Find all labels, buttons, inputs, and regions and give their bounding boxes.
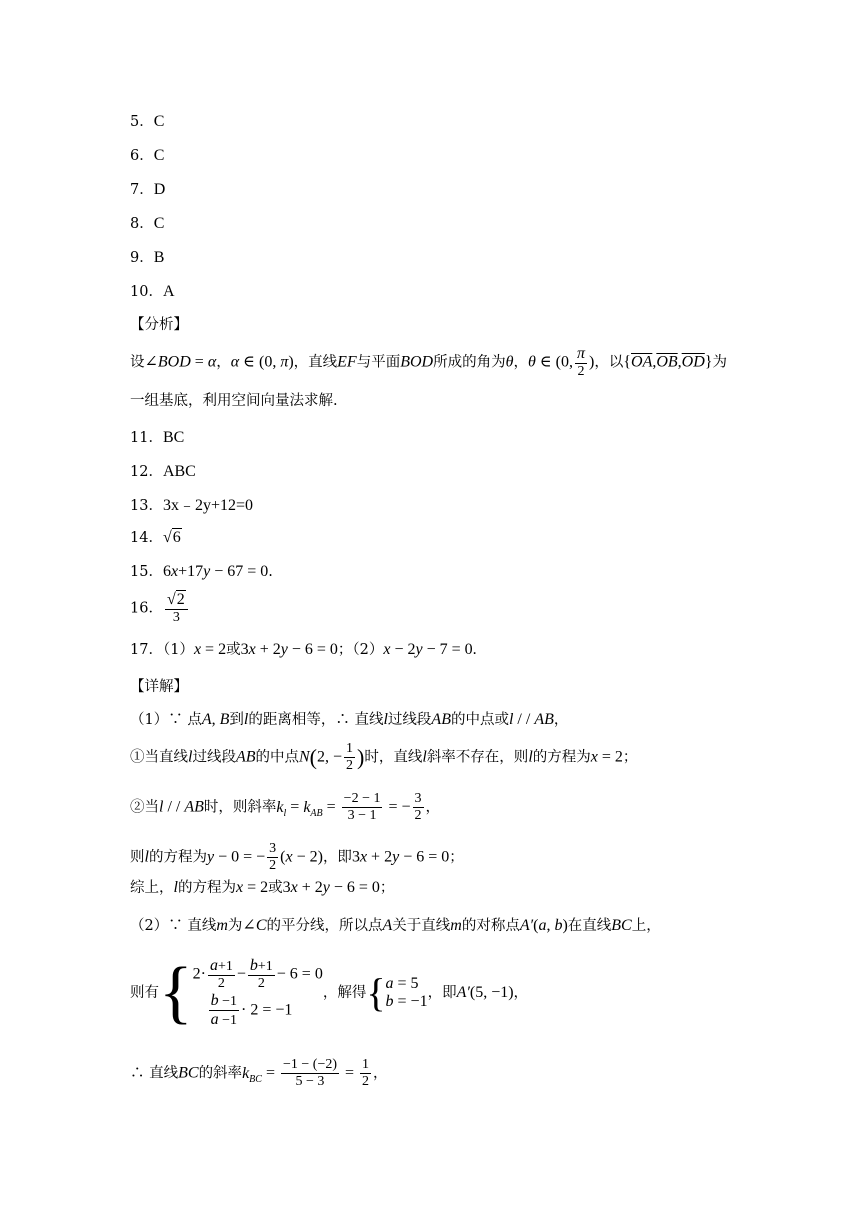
answer-item: 8．C [130, 215, 165, 232]
answer-item: 7．D [130, 181, 166, 198]
answer-item: 9．B [130, 249, 165, 266]
analysis-paragraph-line: 一组基底，利用空间向量法求解. [130, 393, 338, 409]
analysis-paragraph-line: 设∠BOD = α，α ∈ (0, π)，直线EF与平面BOD所成的角为θ，θ ∈ (0, $\frac{\pi}{2}$ )，以$\{\overline{OA},\overline{OB},\overline{OD}\}$为 [130, 345, 727, 379]
solution-line: ②当l / / AB时，则斜率$k_l = k_{AB}$ = $\frac{-2 - 1}{3 - 1}$ = − $\frac{3}{2}$ ， [130, 791, 441, 823]
answer-item: 13．3x﹣2y+12=0 [130, 497, 254, 514]
answer-item: 5．C [130, 113, 165, 130]
answer-item: 15．6x+17y − 67 = 0. [130, 563, 273, 580]
answer-item: 14．√6 [130, 529, 181, 546]
solution-line: ①当直线l过线段AB的中点N(2, − $\frac{1}{2}$ )时，直线l斜率不存在，则l的方程为x = 2； [130, 741, 638, 773]
solution-line: （2）∵ 直线m为∠C的平分线，所以点A关于直线m的对称点A′(a, b)在直线BC上， [130, 917, 661, 934]
answer-item: 11．BC [130, 429, 185, 446]
solution-line: 则l的方程为y − 0 = − $\frac{3}{2}$ (x − 2)，即3x + 2y − 6 = 0； [130, 841, 464, 873]
solution-line: （1）∵ 点A, B到l的距离相等，∴ 直线l过线段AB的中点或l / / AB， [130, 711, 569, 728]
answer-item: 10．A [130, 283, 175, 300]
answer-item: 17．（1）x = 2或3x + 2y − 6 = 0；（2）x − 2y − 7 = 0. [130, 641, 477, 658]
answer-item: 12．ABC [130, 463, 196, 480]
detail-heading: 【详解】 [130, 679, 188, 695]
analysis-heading: 【分析】 [130, 317, 188, 333]
answer-item: 16． $\frac{√2}{3}$ [130, 592, 190, 625]
solution-line: 综上，l的方程为x = 2或3x + 2y − 6 = 0； [130, 879, 395, 896]
solution-line: ∴ 直线BC的斜率$k_{BC}$ = $\frac{-1 - (-2)}{5 - 3}$ = $\frac{1}{2}$ ， [130, 1057, 388, 1089]
solution-line: 则有{ 2· $\frac{a+1}{2}$ − $\frac{b+1}{2}$ − 6 = 0 $\frac{b -1}{a -1}$ · 2 = −1 ，解得{ a = 5 b = −1 ，即A′(5, −1)， [130, 954, 529, 1031]
answer-item: 6．C [130, 147, 165, 164]
